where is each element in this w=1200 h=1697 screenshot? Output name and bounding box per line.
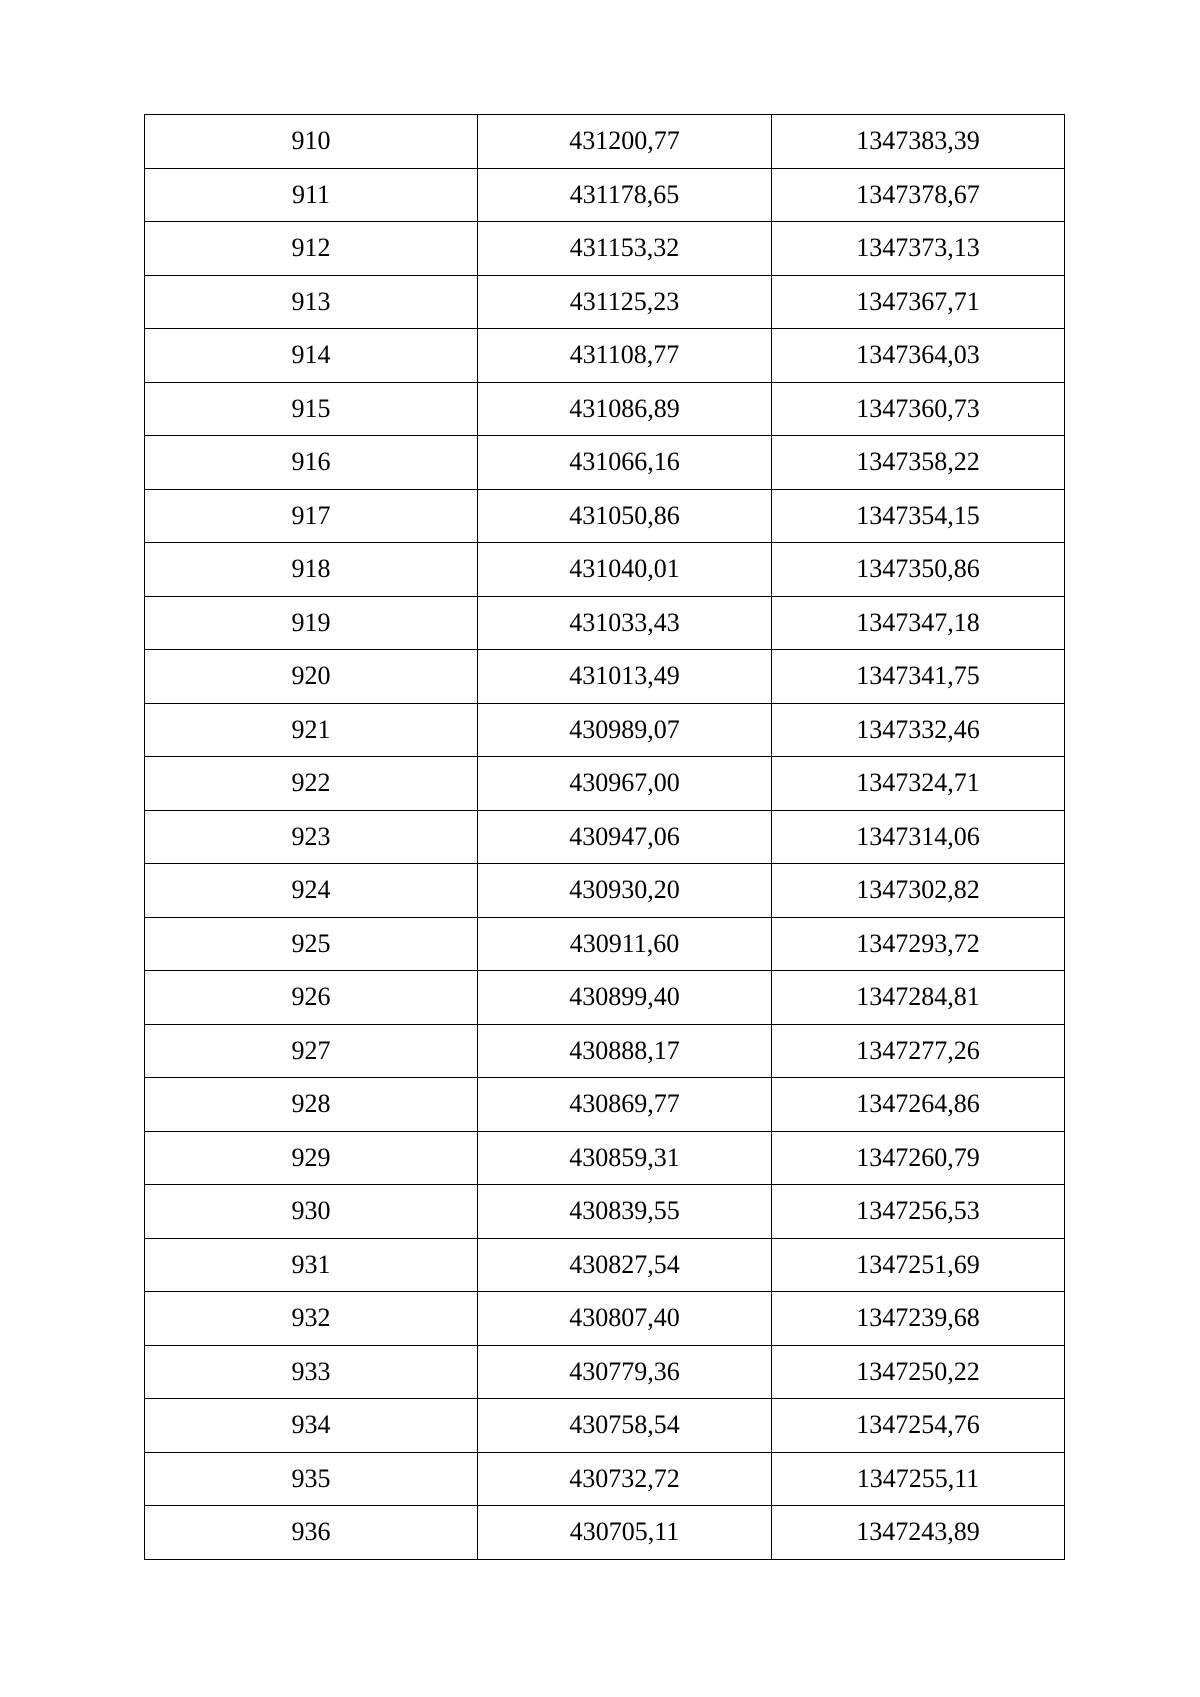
point-number-cell: 936 [145, 1506, 478, 1560]
y-coordinate-cell: 1347284,81 [772, 971, 1065, 1025]
table-row [145, 1452, 1065, 1506]
table-row [145, 1078, 1065, 1132]
y-coordinate-cell: 1347341,75 [772, 650, 1065, 704]
y-coordinate-cell: 1347347,18 [772, 596, 1065, 650]
table-row [145, 650, 1065, 704]
point-number-cell: 910 [145, 115, 478, 169]
point-number-cell: 934 [145, 1399, 478, 1453]
table-row [145, 382, 1065, 436]
table-row [145, 222, 1065, 276]
y-coordinate-cell: 1347314,06 [772, 810, 1065, 864]
point-number-cell: 916 [145, 436, 478, 490]
x-coordinate-cell: 431066,16 [478, 436, 772, 490]
x-coordinate-cell: 431153,32 [478, 222, 772, 276]
table-row [145, 757, 1065, 811]
y-coordinate-cell: 1347354,15 [772, 489, 1065, 543]
table-row [145, 1345, 1065, 1399]
y-coordinate-cell: 1347254,76 [772, 1399, 1065, 1453]
point-number-cell: 926 [145, 971, 478, 1025]
x-coordinate-cell: 431033,43 [478, 596, 772, 650]
point-number-cell: 932 [145, 1292, 478, 1346]
table-row [145, 703, 1065, 757]
table-row [145, 436, 1065, 490]
x-coordinate-cell: 430705,11 [478, 1506, 772, 1560]
x-coordinate-cell: 431086,89 [478, 382, 772, 436]
table-row [145, 596, 1065, 650]
table-row [145, 1506, 1065, 1560]
point-number-cell: 925 [145, 917, 478, 971]
point-number-cell: 911 [145, 168, 478, 222]
table-row [145, 329, 1065, 383]
y-coordinate-cell: 1347383,39 [772, 115, 1065, 169]
table-row [145, 1292, 1065, 1346]
coordinates-table-body [145, 115, 1065, 1560]
x-coordinate-cell: 430869,77 [478, 1078, 772, 1132]
y-coordinate-cell: 1347364,03 [772, 329, 1065, 383]
table-row [145, 1131, 1065, 1185]
y-coordinate-cell: 1347250,22 [772, 1345, 1065, 1399]
table-row [145, 168, 1065, 222]
y-coordinate-cell: 1347332,46 [772, 703, 1065, 757]
point-number-cell: 915 [145, 382, 478, 436]
table-row [145, 543, 1065, 597]
table-row [145, 1238, 1065, 1292]
table-row [145, 275, 1065, 329]
x-coordinate-cell: 431108,77 [478, 329, 772, 383]
x-coordinate-cell: 430930,20 [478, 864, 772, 918]
x-coordinate-cell: 430758,54 [478, 1399, 772, 1453]
y-coordinate-cell: 1347256,53 [772, 1185, 1065, 1239]
x-coordinate-cell: 430732,72 [478, 1452, 772, 1506]
x-coordinate-cell: 430859,31 [478, 1131, 772, 1185]
x-coordinate-cell: 430947,06 [478, 810, 772, 864]
point-number-cell: 930 [145, 1185, 478, 1239]
point-number-cell: 922 [145, 757, 478, 811]
x-coordinate-cell: 430779,36 [478, 1345, 772, 1399]
table-row [145, 489, 1065, 543]
y-coordinate-cell: 1347255,11 [772, 1452, 1065, 1506]
y-coordinate-cell: 1347293,72 [772, 917, 1065, 971]
x-coordinate-cell: 430989,07 [478, 703, 772, 757]
y-coordinate-cell: 1347324,71 [772, 757, 1065, 811]
y-coordinate-cell: 1347239,68 [772, 1292, 1065, 1346]
table-row [145, 1399, 1065, 1453]
y-coordinate-cell: 1347251,69 [772, 1238, 1065, 1292]
x-coordinate-cell: 430839,55 [478, 1185, 772, 1239]
table-row [145, 115, 1065, 169]
table-row [145, 810, 1065, 864]
point-number-cell: 924 [145, 864, 478, 918]
point-number-cell: 920 [145, 650, 478, 704]
y-coordinate-cell: 1347373,13 [772, 222, 1065, 276]
table-row [145, 917, 1065, 971]
point-number-cell: 921 [145, 703, 478, 757]
y-coordinate-cell: 1347367,71 [772, 275, 1065, 329]
y-coordinate-cell: 1347302,82 [772, 864, 1065, 918]
point-number-cell: 919 [145, 596, 478, 650]
point-number-cell: 935 [145, 1452, 478, 1506]
x-coordinate-cell: 430888,17 [478, 1024, 772, 1078]
x-coordinate-cell: 431050,86 [478, 489, 772, 543]
point-number-cell: 933 [145, 1345, 478, 1399]
table-row [145, 864, 1065, 918]
x-coordinate-cell: 431200,77 [478, 115, 772, 169]
x-coordinate-cell: 430807,40 [478, 1292, 772, 1346]
table-row [145, 1024, 1065, 1078]
point-number-cell: 914 [145, 329, 478, 383]
y-coordinate-cell: 1347360,73 [772, 382, 1065, 436]
point-number-cell: 923 [145, 810, 478, 864]
table-row [145, 1185, 1065, 1239]
point-number-cell: 927 [145, 1024, 478, 1078]
coordinates-table [144, 114, 1065, 1560]
y-coordinate-cell: 1347350,86 [772, 543, 1065, 597]
x-coordinate-cell: 431040,01 [478, 543, 772, 597]
y-coordinate-cell: 1347378,67 [772, 168, 1065, 222]
point-number-cell: 913 [145, 275, 478, 329]
point-number-cell: 928 [145, 1078, 478, 1132]
x-coordinate-cell: 431125,23 [478, 275, 772, 329]
y-coordinate-cell: 1347358,22 [772, 436, 1065, 490]
point-number-cell: 929 [145, 1131, 478, 1185]
point-number-cell: 912 [145, 222, 478, 276]
point-number-cell: 931 [145, 1238, 478, 1292]
x-coordinate-cell: 430911,60 [478, 917, 772, 971]
table-row [145, 971, 1065, 1025]
point-number-cell: 918 [145, 543, 478, 597]
x-coordinate-cell: 430899,40 [478, 971, 772, 1025]
y-coordinate-cell: 1347264,86 [772, 1078, 1065, 1132]
y-coordinate-cell: 1347260,79 [772, 1131, 1065, 1185]
x-coordinate-cell: 431178,65 [478, 168, 772, 222]
y-coordinate-cell: 1347277,26 [772, 1024, 1065, 1078]
x-coordinate-cell: 430967,00 [478, 757, 772, 811]
x-coordinate-cell: 430827,54 [478, 1238, 772, 1292]
point-number-cell: 917 [145, 489, 478, 543]
x-coordinate-cell: 431013,49 [478, 650, 772, 704]
y-coordinate-cell: 1347243,89 [772, 1506, 1065, 1560]
